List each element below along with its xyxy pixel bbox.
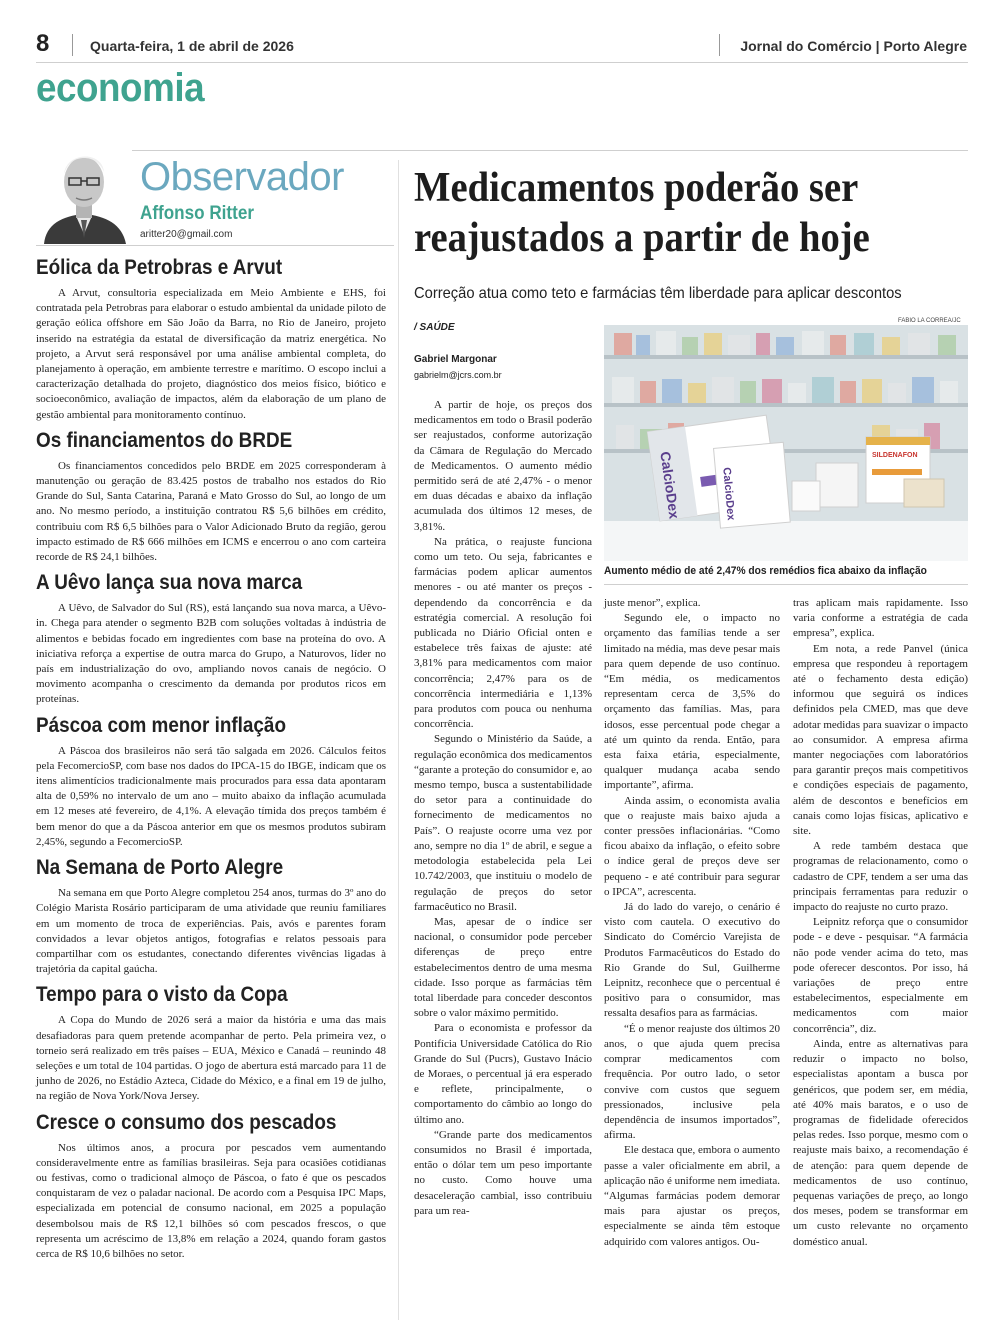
paragraph: Ele destaca que, embora o aumento passe a valer oficialmente em abril, a aplicação não é uniforme nem imediata. “Algumas farmácias podem demorar mais para ajustar os preços, especialmente se ainda têm estoque adquirido com valores antigos. Ou-	[604, 1144, 780, 1248]
section-title: economia	[36, 66, 205, 110]
note-body: Nos últimos anos, a procura por pescados vem aumentando consideravelmente entre as famílias brasileiras. Seja para ocasiões cotidianas ou festivas, como o tradicional almoço de Páscoa, o fato é que os pescados conquistaram de vez o paladar nacional. De acordo com a Pesquisa IPC Maps, especializada em potencial de consumo nacional, em 2025 a população desembolsou mais de R$ 12,1 bilhões só com pescados frescos, o que representa um acréscimo de 13,8% em relação a 2024, quando foram gastos cerca de R$ 10,6 bilhões no setor.	[36, 1141, 386, 1260]
column-note	[36, 256, 386, 423]
caption-rule	[604, 584, 968, 585]
photo-caption: Aumento médio de até 2,47% dos remédios fica abaixo da inflação	[604, 565, 927, 577]
note-title: Cresce o consumo dos pescados	[36, 1110, 337, 1134]
column-note	[36, 714, 386, 850]
article-column-2	[604, 596, 780, 1250]
paragraph: Leipnitz reforça que o consumidor pode - e deve - pesquisar. “A farmácia não pode vender acima do teto, mas pode oferecer descontos. Por isso, há variações de preço entre estabelecimentos, especialmente em medicamentos com maior concorrência”, diz.	[793, 916, 968, 1035]
article-headline: Medicamentos poderão ser reajustados a partir de hoje	[414, 165, 870, 261]
box-label: CalcioDex	[657, 450, 683, 520]
header-divider	[72, 34, 73, 56]
paragraph: Na prática, o reajuste funciona como um teto. Ou seja, fabricantes e farmácias podem aplicar aumentos menores - ou até manter os preços - dependendo da concorrência e da estratégia comercial. A resolução foi publicada no Diário Oficial onten e estabelece três faixas de ajuste: até 3,81% para medicamentos com maior concorrência; 2,47% para os de concorrência intermediária e 1,13% para produtos com pouca ou nenhuma concorrência.	[414, 535, 592, 731]
header-rule	[36, 62, 968, 63]
column-author: Affonso Ritter	[140, 203, 254, 224]
paragraph: A partir de hoje, os preços dos medicamentos em todo o Brasil poderão ser reajustados, conforme autorização da Câmara de Regulação do Mercado de Medicamentos. O aumento médio permitido será de até 2,47% - o menor em duas décadas e abaixo da inflação acumulada dos últimos 12 meses, de 3,81%.	[414, 399, 592, 533]
column-rule	[36, 245, 394, 246]
masthead-divider	[719, 34, 720, 56]
note-body: A Uêvo, de Salvador do Sul (RS), está lançando sua nova marca, a Uêvo-in. Chega para atender o segmento B2B com soluções voltadas à indústria de alimentos e bebidas focado em ingredientes com base na proteína do ovo. A iniciativa reforça a expertise de outra marca do Grupo, a Naturovos, líder no país em industrialização do ovo, ampliando novos canais de negócio. O movimento acompanha o crescimento da demanda por produtos ricos em proteínas.	[36, 602, 386, 706]
paragraph: A rede também destaca que programas de relacionamento, como o cadastro de CPF, tendem a ser uma das principais ferramentas para reduzir o impacto do reajuste no curto prazo.	[793, 840, 968, 914]
article-column-1	[414, 398, 592, 1219]
column-email: aritter20@gmail.com	[140, 229, 233, 240]
edition-date: Quarta-feira, 1 de abril de 2026	[90, 38, 294, 54]
paragraph: juste menor”, explica.	[604, 597, 701, 609]
column-note	[36, 983, 386, 1104]
paragraph: “É o menor reajuste dos últimos 20 anos, o que ajuda quem precisa comprar medicamentos com frequência. Por outro lado, o setor convive com custos que seguem pressionados, inclusive pela dependência de insumos importados”, afirma.	[604, 1022, 780, 1142]
note-title: A Uêvo lança sua nova marca	[36, 571, 303, 595]
article-author: Gabriel Margonar	[414, 354, 497, 365]
note-title: Páscoa com menor inflação	[36, 713, 287, 737]
note-title: Tempo para o visto da Copa	[36, 983, 288, 1007]
paragraph: Já do lado do varejo, o cenário é visto com cautela. O executivo do Sindicato do Comércio Varejista de Produtos Farmacêuticos do Estado do Rio Grande do Sul, Guilherme Leipnitz, reconhece que o percentual é positivo para o consumidor, mas ressalta desafios para as farmácias.	[604, 901, 780, 1020]
article-column-3	[793, 596, 968, 1250]
paragraph: “Grande parte dos medicamentos consumidos no Brasil é importada, então o dólar tem um peso importante no custo. Como houve uma desaceleração cambial, isso contribuiu para um rea-	[414, 1128, 592, 1217]
column-note	[36, 1111, 386, 1263]
note-title: Eólica da Petrobras e Arvut	[36, 256, 283, 279]
column-divider	[398, 160, 399, 1320]
column-note	[36, 571, 386, 707]
masthead: Jornal do Comércio | Porto Alegre	[740, 38, 967, 54]
paragraph: Em nota, a rede Panvel (única empresa que respondeu à reportagem até o fechamento desta edição) informou que seguirá os índices definidos pela CMED, mas que deve adotar medidas para suavizar o impacto ao consumidor. A empresa afirma manter negociações com laboratórios para garantir preços mais competitivos e condições especiais de pagamento, além de descontos e benefícios em canais como lojas físicas, aplicativo e site.	[793, 642, 968, 838]
article-author-email: gabrielm@jcrs.com.br	[414, 370, 502, 380]
column-note	[36, 856, 386, 977]
paragraph: Ainda, entre as alternativas para reduzir o impacto no bolso, especialistas apontam a busca por genéricos, que podem ser, em média, até 40% mais baratos, e o uso de programas de fidelidade oferecidos pelas redes. Isso porque, mesmo com o reajuste mais baixo, a recomendação é de atenção: para quem depende de medicamentos de uso contínuo, pequenas variações de preço, ao longo dos meses, podem se transformar em um custo relevante no orçamento doméstico anual.	[793, 1037, 968, 1248]
article-tag: / SAÚDE	[414, 322, 455, 333]
column-notes	[36, 256, 386, 1268]
svg-text:CalcioDex: CalcioDex	[720, 466, 737, 521]
note-title: Na Semana de Porto Alegre	[36, 856, 284, 880]
paragraph: Ainda assim, o economista avalia que o reajuste mais baixo ajuda a conter pressões inflacionárias. “Como ficou abaixo da inflação, o efeito sobre o índice geral de preços deve ser pequeno - e até contribuir para segurar o IPCA”, acrescenta.	[604, 794, 780, 898]
column-title: Observador	[140, 155, 344, 199]
columnist-photo	[36, 138, 132, 244]
section-rule	[36, 150, 968, 151]
paragraph: tras aplicam mais rapidamente. Isso varia conforme a estratégia de cada empresa”, explica.	[793, 597, 968, 640]
photo-credit: FABIO LA CORREA/JC	[898, 318, 961, 324]
note-body: A Copa do Mundo de 2026 será a maior da história e uma das mais desafiadoras para quem pretende acompanhar de perto. Pela primeira vez, o torneio será realizado em três países – EUA, México e Canadá – reunindo 48 seleções e um total de 104 partidas. O jogo de abertura está marcado para 11 de junho de 2026, no Estádio Azteca, Cidade do México, e a final em 19 de julho, na região de Nova York/Nova Jersey.	[36, 1014, 386, 1103]
paragraph: Mas, apesar de o índice ser nacional, o consumidor pode perceber diferenças de preço entre estabelecimentos dentro de uma mesma cidade. Isso porque as farmácias têm total liberdade para conceder descontos sobre o valor máximo permitido.	[414, 915, 592, 1020]
note-body: A Páscoa dos brasileiros não será tão salgada em 2026. Cálculos feitos pela FecomercioSP, com base nos dados do IPCA-15 do IBGE, indicam que os itens alimentícios tradicionalmente mais procurados para essa data apontaram alta de 0,59% no intervalo de um ano – muito abaixo da inflação acumulada em 12 meses até fevereiro, de 4,1%. A elevação tímida dos preços também é bem menor do que a da Páscoa anterior em que os mesmos produtos subiram 2,45%, segundo a FecomercioSP.	[36, 744, 386, 848]
paragraph: Segundo ele, o impacto no orçamento das famílias tende a ser limitado na média, mas deve pesar mais para quem depende de uso contínuo. “Em média, os medicamentos representam cerca de 3,5% do orçamento das famílias. Mas, para idosos, esse percentual pode chegar a até um quinto da renda. Então, para esta faixa etária, especialmente, qualquer mudança acaba sendo importante”, afirma.	[604, 612, 780, 792]
note-body: A Arvut, consultoria especializada em Meio Ambiente e EHS, foi contratada pela Petrobras para elaborar o estudo ambiental da unidade piloto de geração eólica offshore em São João da Barra, no Rio de Janeiro, projeto inserido na estratégia da estatal de diversificação da matriz energética. No projeto, a Arvut será responsável por uma análise ambiental completa, do planejamento à operação, em ambiente terrestre e marítimo. O escopo inclui a caracterização detalhada do projeto, diagnóstico dos meios físico, biótico e socioeconômico, avaliação de impactos, além da elaboração de um plano de gestão ambiental para monitoramento contínuo.	[36, 287, 386, 421]
paragraph: Para o economista e professor da Pontifícia Universidade Católica do Rio Grande do Sul (Pucrs), Gustavo Inácio de Moraes, o percentual já era esperado e reflete, principalmente, o comportamento do câmbio ao longo do último ano.	[414, 1022, 592, 1126]
paragraph: Segundo o Ministério da Saúde, a regulação econômica dos medicamentos “garante a proteção do consumidor e, ao mesmo tempo, busca a sustentabilidade do setor para a continuidade do fornecimento de medicamentos no País”. O reajuste ocorre uma vez por ano, sempre no dia 1º de abril, e segue a metodologia estabelecida pela Lei 10.742/2003, que instituiu o modelo de regulação de preços do setor farmacêutico no Brasil.	[414, 733, 592, 913]
column-note	[36, 429, 386, 565]
box-label: SILDENAFON	[872, 452, 918, 459]
note-title: Os financiamentos do BRDE	[36, 428, 293, 452]
note-body: Os financiamentos concedidos pelo BRDE em 2025 corresponderam à manutenção ou geração de 83.425 postos de trabalho nos estados do Rio Grande do Sul, Santa Catarina, Paraná e Mato Grosso do Sul, ao longo de um ano. No mesmo período, a instituição contratou R$ 5,6 bilhões em crédito, contribuiu com R$ 6,5 bilhões para o Valor Adicionado Bruto da região, gerou impacto estimado de R$ 666 milhões em ICMS e encerrou o ano com carteira recorde de R$ 24,1 bilhões.	[36, 459, 386, 564]
note-body: Na semana em que Porto Alegre completou 254 anos, turmas do 3º ano do Colégio Marista Rosário participaram de uma atividade que reuniu familiares em um momento de troca de experiências. Pais, avós e parentes foram convidados a levar objetos antigos, fotografias e relatos pessoais para compartilhar com os estudantes, conectando diferentes vivências ligadas à trajetória da capital gaúcha.	[36, 887, 386, 976]
article-subhead: Correção atua como teto e farmácias têm liberdade para aplicar descontos	[414, 285, 902, 302]
article-photo	[604, 325, 968, 561]
page-number: 8	[36, 30, 50, 57]
